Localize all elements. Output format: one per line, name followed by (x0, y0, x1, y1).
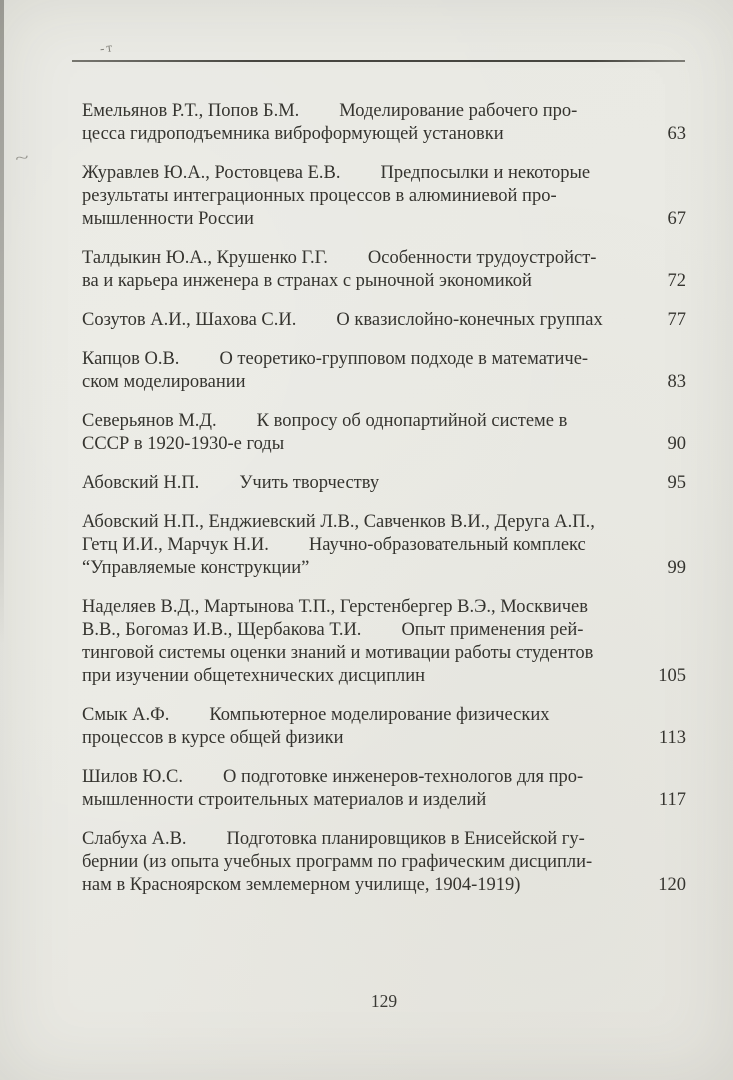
toc-entry-line: ском моделировании (82, 372, 246, 392)
toc-entry-line: цесса гидроподъемника виброформующей установки (82, 124, 504, 144)
toc-entry-line: Слабуха А.В. Подготовка планировщиков в Енисейской гу- (82, 829, 585, 849)
toc-entry-page-number: 99 (667, 558, 686, 578)
toc-entry-page-number: 95 (667, 473, 686, 493)
toc-entry-line: мышленности России (82, 209, 254, 229)
toc-entry-page-number: 72 (667, 271, 686, 291)
toc-entry-page-number: 113 (658, 728, 686, 748)
toc-entry-page-number: 77 (667, 310, 686, 330)
toc-entry (82, 766, 686, 812)
toc-entry-line: Талдыкин Ю.А., Крушенко Г.Г. Особенности трудоустройст- (82, 248, 597, 268)
toc-entry-line: Смык А.Ф. Компьютерное моделирование физических (82, 705, 550, 725)
toc-entry (82, 309, 686, 332)
toc-entry-line: Абовский Н.П. Учить творчеству (82, 473, 380, 493)
toc-entry-line: нам в Красноярском землемерном училище, 1904-1919) (82, 875, 521, 895)
toc-entry-line: процессов в курсе общей физики (82, 728, 344, 748)
toc-entry-page-number: 117 (658, 790, 686, 810)
toc-entry-line: Абовский Н.П., Енджиевский Л.В., Савченков В.И., Деруга А.П., (82, 512, 595, 532)
toc-entry-line: Шилов Ю.С. О подготовке инженеров-технологов для про- (82, 767, 584, 787)
toc-entry-line: тинговой системы оценки знаний и мотивации работы студентов (82, 643, 594, 663)
toc-entry-page-number: 120 (658, 875, 686, 895)
toc-entry-line: бернии (из опыта учебных программ по графическим дисципли- (82, 852, 593, 872)
toc-entry-line: Капцов О.В. О теоретико-групповом подходе в математиче- (82, 349, 589, 369)
toc-entry-line: В.В., Богомаз И.В., Щербакова Т.И. Опыт применения рей- (82, 620, 584, 640)
toc-entry-page-number: 67 (667, 209, 686, 229)
toc-entry-line: Гетц И.И., Марчук Н.И. Научно-образовательный комплекс (82, 535, 586, 555)
toc-entry-line: СССР в 1920-1930-е годы (82, 434, 285, 454)
toc-entry-line: Созутов А.И., Шахова С.И. О квазислойно-конечных группах (82, 310, 603, 330)
toc-entry-line: Емельянов Р.Т., Попов Б.М. Моделирование рабочего про- (82, 101, 578, 121)
toc-entry (82, 511, 686, 580)
handwritten-smudge: -т (99, 39, 115, 56)
toc-entry-line: Северьянов М.Д. К вопросу об однопартийной системе в (82, 411, 568, 431)
toc-entry (82, 828, 686, 897)
toc-entry-page-number: 63 (667, 124, 686, 144)
toc-entry (82, 472, 686, 495)
toc-entry-page-number: 90 (667, 434, 686, 454)
toc-entry-line: при изучении общетехнических дисциплин (82, 666, 426, 686)
toc-entry (82, 100, 686, 146)
toc-entry-line: результаты интеграционных процессов в алюминиевой про- (82, 186, 557, 206)
toc-entries (82, 100, 686, 913)
toc-entry (82, 410, 686, 456)
toc-entry (82, 596, 686, 688)
toc-entry (82, 162, 686, 231)
toc-entry-line: “Управляемые конструкции” (82, 558, 310, 578)
folio-page-number: 129 (370, 991, 398, 1011)
scan-gutter-shadow (0, 0, 4, 645)
toc-entry-line: ва и карьера инженера в странах с рыночной экономикой (82, 271, 532, 291)
toc-entry-line: Журавлев Ю.А., Ростовцева Е.В. Предпосылки и некоторые (82, 163, 591, 183)
toc-entry-page-number: 83 (667, 372, 686, 392)
margin-pencil-mark: ~ (12, 149, 32, 168)
toc-entry-page-number: 105 (658, 666, 686, 686)
toc-entry (82, 704, 686, 750)
toc-entry-line: Наделяев В.Д., Мартынова Т.П., Герстенбергер В.Э., Москвичев (82, 597, 588, 617)
toc-entry-line: мышленности строительных материалов и изделий (82, 790, 487, 810)
header-rule (72, 60, 685, 62)
toc-entry (82, 348, 686, 394)
toc-entry (82, 247, 686, 293)
